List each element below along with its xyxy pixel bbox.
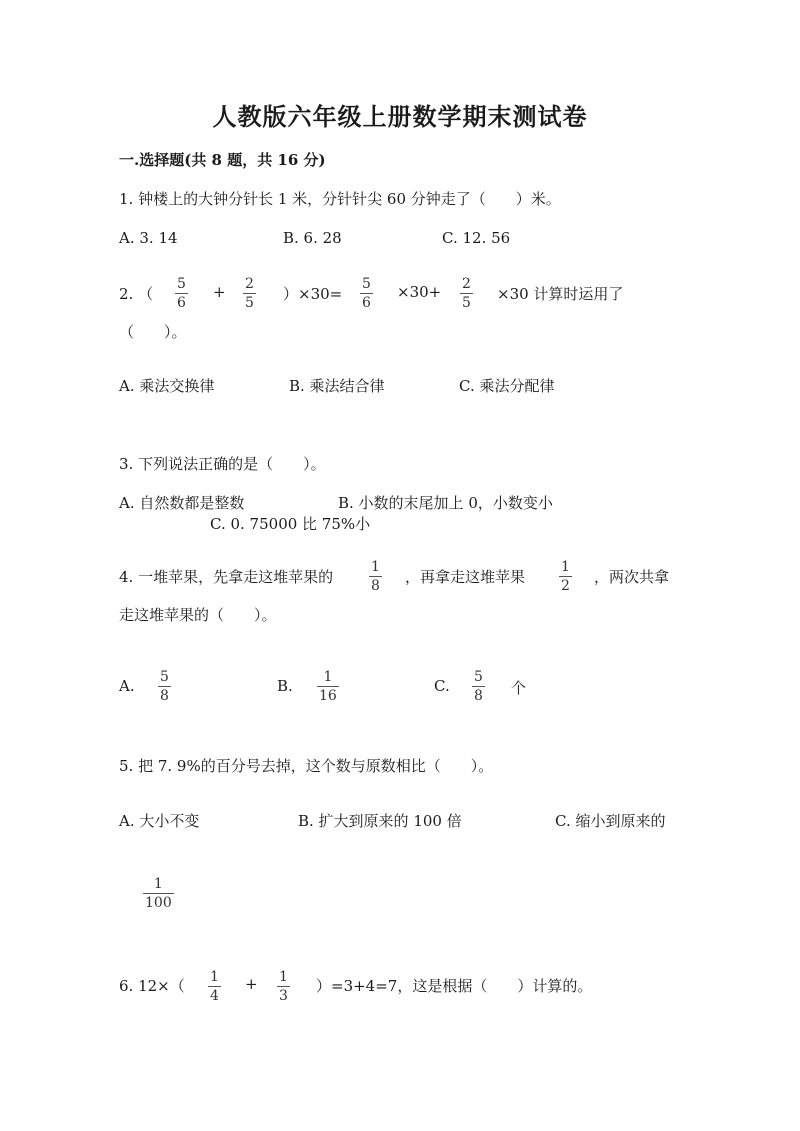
denominator: 3 bbox=[279, 988, 288, 1004]
question-4-text-start: 4. 一堆苹果，先拿走这堆苹果的 bbox=[119, 568, 334, 586]
question-2-text-mid2: ×30+ bbox=[397, 283, 442, 301]
denominator: 100 bbox=[145, 895, 172, 911]
denominator: 2 bbox=[561, 578, 570, 594]
numerator: 1 bbox=[153, 876, 163, 892]
question-4-option-a-label: A. bbox=[119, 677, 135, 695]
fraction bbox=[277, 969, 290, 1004]
question-3-stem: 3. 下列说法正确的是（ ）。 bbox=[119, 455, 326, 473]
question-1-option-b: B. 6. 28 bbox=[283, 229, 342, 247]
fraction bbox=[208, 969, 221, 1004]
question-1-stem: 1. 钟楼上的大钟分针长 1 米，分针针尖 60 分钟走了（ ）米。 bbox=[119, 190, 561, 208]
numerator: 1 bbox=[561, 559, 570, 575]
question-4-text-mid: ，再拿走这堆苹果 bbox=[405, 568, 526, 586]
numerator: 5 bbox=[177, 276, 186, 292]
numerator: 5 bbox=[160, 669, 169, 685]
numerator: 1 bbox=[323, 669, 333, 685]
numerator: 2 bbox=[462, 276, 471, 292]
fraction bbox=[175, 276, 188, 311]
denominator: 4 bbox=[210, 988, 219, 1004]
fraction bbox=[360, 276, 373, 311]
fraction bbox=[143, 876, 174, 911]
denominator: 8 bbox=[371, 578, 380, 594]
question-2-text-end: ×30 计算时运用了 bbox=[497, 285, 624, 303]
page-title: 人教版六年级上册数学期末测试卷 bbox=[212, 102, 588, 131]
fraction bbox=[460, 276, 473, 311]
numerator: 1 bbox=[371, 559, 380, 575]
question-6-text-end: ）=3+4=7，这是根据（ ）计算的。 bbox=[316, 977, 593, 995]
plus-sign: + bbox=[213, 283, 226, 301]
denominator: 8 bbox=[474, 688, 483, 704]
numerator: 5 bbox=[474, 669, 483, 685]
denominator: 8 bbox=[160, 688, 169, 704]
question-4-option-c-suffix: 个 bbox=[511, 679, 527, 697]
section-heading: 一.选择题(共 8 题，共 16 分) bbox=[119, 151, 326, 169]
numerator: 2 bbox=[245, 276, 254, 292]
fraction bbox=[369, 559, 382, 594]
question-1-option-a: A. 3. 14 bbox=[119, 229, 178, 247]
question-2-option-a: A. 乘法交换律 bbox=[119, 377, 215, 395]
question-6-text-start: 6. 12×（ bbox=[119, 977, 185, 995]
question-5-option-a: A. 大小不变 bbox=[119, 812, 200, 830]
question-3-option-b: B. 小数的末尾加上 0，小数变小 bbox=[338, 494, 553, 512]
question-4-option-b-label: B. bbox=[277, 677, 293, 695]
fraction bbox=[317, 669, 339, 704]
numerator: 1 bbox=[210, 969, 219, 985]
question-5-option-b: B. 扩大到原来的 100 倍 bbox=[298, 812, 462, 830]
numerator: 5 bbox=[362, 276, 371, 292]
question-1-option-c: C. 12. 56 bbox=[442, 229, 511, 247]
plus-sign: + bbox=[245, 975, 258, 993]
fraction bbox=[559, 559, 572, 594]
question-2-text-start: 2. （ bbox=[119, 285, 154, 303]
denominator: 16 bbox=[319, 688, 337, 704]
denominator: 5 bbox=[462, 295, 471, 311]
question-2-text-mid: ）×30= bbox=[283, 285, 343, 303]
question-2-line2: （ ）。 bbox=[119, 323, 187, 341]
numerator: 1 bbox=[279, 969, 288, 985]
question-3-option-c: C. 0. 75000 比 75%小 bbox=[210, 515, 371, 533]
fraction bbox=[243, 276, 256, 311]
question-2-option-b: B. 乘法结合律 bbox=[289, 377, 385, 395]
question-4-line2: 走这堆苹果的（ ）。 bbox=[119, 606, 277, 624]
fraction bbox=[158, 669, 171, 704]
fraction bbox=[472, 669, 485, 704]
question-2-option-c: C. 乘法分配律 bbox=[459, 377, 555, 395]
question-4-option-c-label: C. bbox=[434, 677, 450, 695]
denominator: 6 bbox=[177, 295, 186, 311]
denominator: 5 bbox=[245, 295, 254, 311]
question-4-text-end: ，两次共拿 bbox=[594, 568, 670, 586]
question-5-stem: 5. 把 7. 9%的百分号去掉，这个数与原数相比（ ）。 bbox=[119, 757, 494, 775]
question-3-option-a: A. 自然数都是整数 bbox=[119, 494, 245, 512]
question-5-option-c: C. 缩小到原来的 bbox=[555, 812, 666, 830]
denominator: 6 bbox=[362, 295, 371, 311]
